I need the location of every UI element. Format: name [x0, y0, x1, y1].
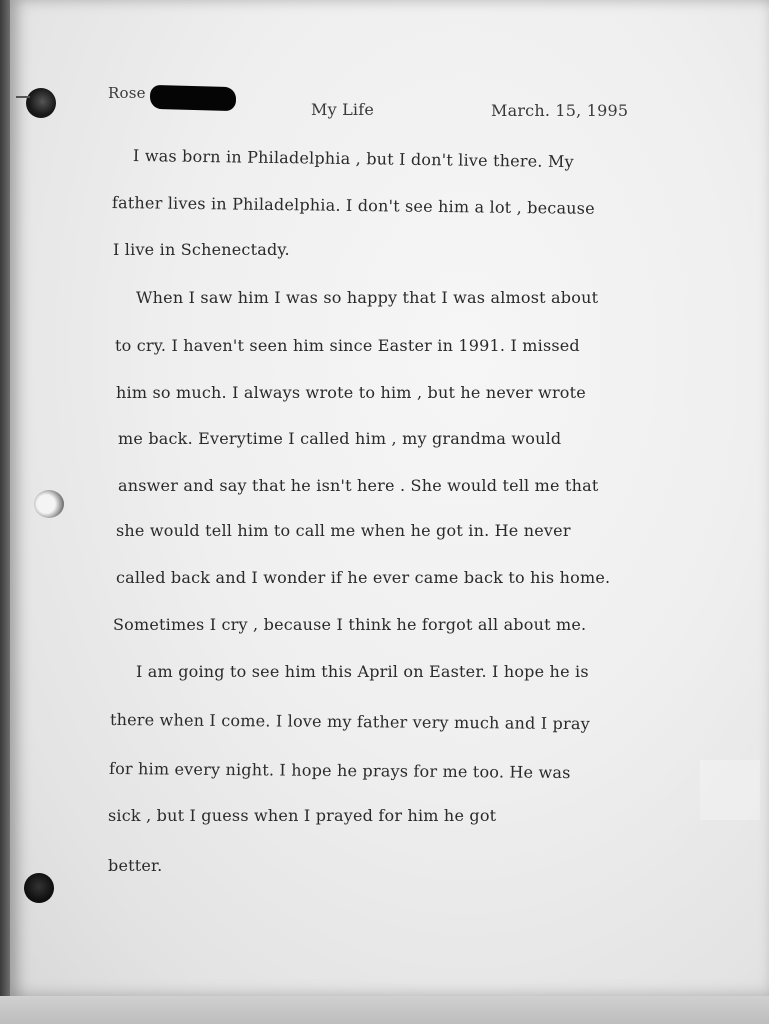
essay-line: she would tell him to call me when he got in. He never [116, 521, 571, 540]
punch-hole-bottom [24, 873, 54, 903]
essay-line: sick , but I guess when I prayed for him he got [108, 806, 497, 825]
essay-line: better. [108, 856, 163, 875]
essay-line: for him every night. I hope he prays for me too. He was [108, 759, 571, 783]
table-surface [0, 996, 769, 1024]
essay-line: to cry. I haven't seen him since Easter in 1991. I missed [115, 336, 580, 355]
essay-line: there when I come. I love my father very much and I pray [109, 710, 590, 734]
name-redaction [150, 85, 237, 111]
essay-line: called back and I wonder if he ever came back to his home. [116, 568, 611, 587]
essay-line: I am going to see him this April on Easter. I hope he is [136, 662, 589, 681]
essay-line: father lives in Philadelphia. I don't see him a lot , because [111, 193, 595, 218]
punch-hole-middle [34, 490, 64, 518]
essay-title: My Life [311, 100, 375, 119]
essay-date: March. 15, 1995 [491, 101, 629, 120]
essay-line: I live in Schenectady. [113, 240, 290, 259]
essay-line: him so much. I always wrote to him , but he never wrote [116, 383, 586, 402]
essay-line: I was born in Philadelphia , but I don't live there. My [132, 146, 574, 172]
punch-hole-top [26, 88, 56, 118]
essay-line: Sometimes I cry , because I think he forgot all about me. [113, 615, 587, 634]
student-name: Rose [108, 84, 146, 102]
essay-line: me back. Everytime I called him , my grandma would [118, 429, 562, 448]
essay-line: answer and say that he isn't here . She would tell me that [118, 476, 599, 495]
punch-mark [16, 96, 30, 98]
paper-crease [700, 760, 760, 820]
essay-line: When I saw him I was so happy that I was almost about [136, 288, 599, 307]
